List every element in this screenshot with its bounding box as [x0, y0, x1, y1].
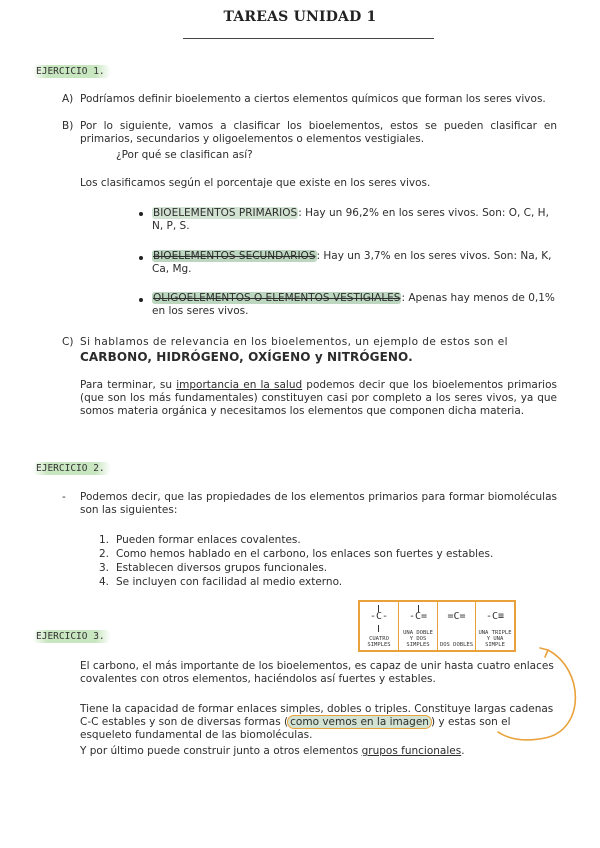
bullet-primarios-text: : Hay un 96,2% en los seres vivos. Son: O, C, H, N, P, S. — [152, 207, 549, 232]
bullet-dot — [139, 212, 143, 216]
item-c-label: C) — [62, 336, 74, 348]
bond-cell-two-double — [438, 602, 476, 650]
bullet-oligoelementos — [152, 292, 557, 318]
bullet-primarios — [152, 207, 557, 233]
list-number: 2. — [99, 548, 110, 560]
bond-symbol: -C≡ — [485, 611, 505, 622]
bond-symbol: -C- — [369, 611, 389, 622]
list-number: 3. — [99, 562, 110, 574]
exercise-1-heading: EJERCICIO 1. — [32, 65, 111, 78]
page-title: TAREAS UNIDAD 1 — [223, 9, 377, 25]
list-item: Establecen diversos grupos funcionales. — [116, 562, 328, 574]
list-number: 1. — [99, 534, 110, 546]
term-oligoelementos: OLIGOELEMENTOS O ELEMENTOS VESTIGIALES — [153, 292, 401, 304]
list-number: 4. — [99, 576, 110, 588]
list-item: Se incluyen con facilidad al medio externo. — [116, 576, 343, 588]
bond-symbol: -C= — [408, 611, 428, 622]
item-c-text: Si hablamos de relevancia en los bioelementos, un ejemplo de estos son el — [80, 336, 509, 348]
bullet-dot — [139, 256, 143, 260]
item-b-text: Por lo siguiente, vamos a clasificar los bioelementos, estos se pueden clasificar en primarios, secundarios y oligoelementos o elementos vestigiales. — [80, 120, 557, 145]
exercise-3-paragraph-2 — [80, 703, 557, 742]
exercise-3-paragraph-3 — [80, 745, 557, 758]
p3-pre: Y por último puede construir junto a otros elementos — [80, 745, 362, 757]
key-elements: CARBONO, HIDRÓGENO, OXÍGENO y NITRÓGENO. — [80, 350, 413, 364]
bullet-oligoelementos-text: : Apenas hay menos de 0,1% en los seres vivos. — [152, 292, 555, 317]
bond-cell-double-simple — [399, 602, 438, 650]
p2-post: ) y estas son el esqueleto fundamental de las biomoléculas. — [80, 716, 511, 741]
bond-symbol: =C= — [447, 611, 466, 622]
p2-highlight: como vemos en la imagen — [290, 716, 429, 728]
bond-cell-four-simple — [360, 602, 399, 650]
item-b-question: ¿Por qué se clasifican así? — [116, 149, 253, 161]
exercise-2-heading: EJERCICIO 2. — [32, 462, 111, 475]
term-secundarios: BIOELEMENTOS SECUNDARIOS — [153, 250, 316, 262]
bullet-secundarios — [152, 250, 557, 276]
p3-post: . — [461, 745, 465, 757]
bullet-secundarios-text: : Hay un 3,7% en los seres vivos. Son: Na, K, Ca, Mg. — [152, 250, 552, 275]
exercise-2-intro: Podemos decir, que las propiedades de los elementos primarios para formar biomoléculas son las siguientes: — [80, 491, 557, 516]
list-item: Como hemos hablado en el carbono, los enlaces son fuertes y estables. — [116, 548, 494, 560]
list-item: Pueden formar enlaces covalentes. — [116, 534, 301, 546]
dash-marker: - — [62, 491, 66, 503]
closing-pre: Para terminar, su — [80, 379, 177, 391]
item-b-answer: Los clasificamos según el porcentaje que existe en los seres vivos. — [80, 177, 431, 189]
p2-pre: Tiene la capacidad de formar enlaces simples, dobles o triples. Constituye largas cadenas C-C estables y son de diversas formas ( — [80, 703, 554, 728]
closing-post: podemos decir que los bioelementos primarios (que son los más fundamentales) constituyen casi por completo a los seres vivos, ya que somos materia orgánica y necesitamos los elementos que componen dicha materia. — [80, 379, 557, 417]
term-primarios: BIOELEMENTOS PRIMARIOS — [153, 207, 298, 219]
closing-underlined: importancia en la salud — [176, 379, 303, 391]
item-a-text: Podríamos definir bioelemento a ciertos elementos químicos que forman los seres vivos. — [80, 93, 546, 105]
item-a-label: A) — [62, 93, 74, 105]
p3-underlined: grupos funcionales — [361, 745, 462, 757]
bond-caption: CUATRO SIMPLES — [367, 636, 391, 648]
arrow-head — [540, 648, 548, 657]
exercise-3-paragraph-1: El carbono, el más importante de los bioelementos, es capaz de unir hasta cuatro enlaces covalentes con otros elementos, haciéndolos así fuertes y estables. — [80, 660, 554, 685]
closing-paragraph — [80, 379, 557, 418]
bond-caption: DOS DOBLES — [439, 642, 474, 648]
title-underline — [183, 38, 434, 39]
exercise-3-heading: EJERCICIO 3. — [32, 630, 111, 643]
bond-caption: UNA TRIPLE Y UNA SIMPLE — [478, 630, 512, 648]
bond-caption: UNA DOBLE Y DOS SIMPLES — [403, 630, 433, 648]
bond-line — [378, 625, 379, 632]
bullet-dot — [139, 298, 143, 302]
item-b-label: B) — [62, 120, 74, 132]
